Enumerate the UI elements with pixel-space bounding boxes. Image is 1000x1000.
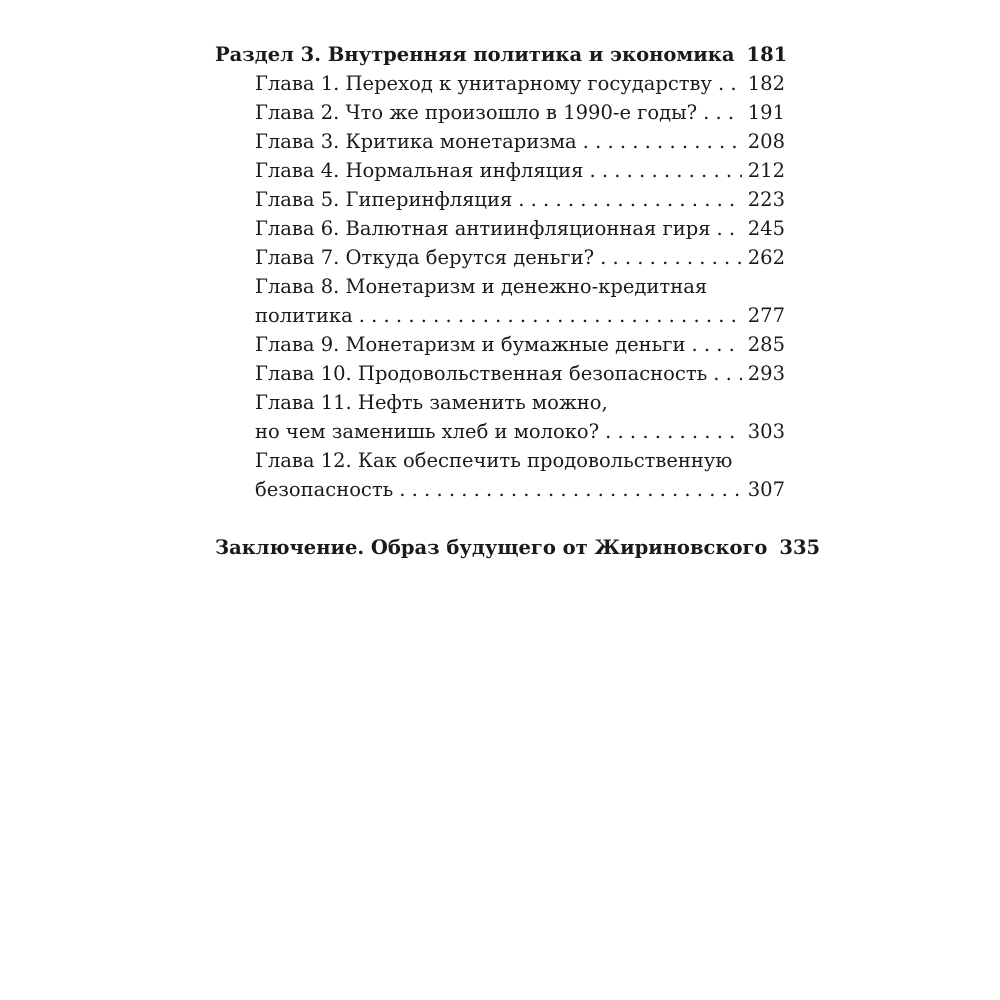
- toc-chapter-title: Глава 9. Монетаризм и бумажные деньги: [255, 333, 686, 356]
- toc-conclusion-title: Заключение. Образ будущего от Жириновского: [215, 536, 768, 559]
- toc-chapter-title: Глава 1. Переход к унитарному государству: [255, 72, 712, 95]
- toc-section-title: Раздел 3. Внутренняя политика и экономика: [215, 43, 735, 66]
- dot-leader: [703, 98, 742, 127]
- toc-chapter-entry[interactable]: [215, 98, 785, 127]
- toc-chapter-page: 182: [747, 72, 785, 95]
- dot-leader: [713, 359, 742, 388]
- toc-chapter-page: 293: [747, 362, 785, 385]
- toc-chapter-title: Глава 3. Критика монетаризма: [255, 130, 577, 153]
- toc-chapter-title: Глава 5. Гиперинфляция: [255, 188, 513, 211]
- toc-chapter-page: 303: [747, 420, 785, 443]
- toc-chapter-page: 285: [747, 333, 785, 356]
- toc-conclusion-page: 335: [779, 536, 821, 559]
- toc-chapter-page: 223: [747, 188, 785, 211]
- toc-chapter-page: 191: [747, 101, 785, 124]
- toc-chapter-entry-first-line[interactable]: [215, 272, 785, 301]
- toc-chapter-page: 208: [747, 130, 785, 153]
- dot-leader: [600, 243, 742, 272]
- table-of-contents: [215, 40, 821, 562]
- toc-chapter-page: 262: [747, 246, 785, 269]
- toc-chapter-entry-continuation[interactable]: [215, 417, 785, 446]
- dot-leader: [691, 330, 741, 359]
- toc-chapter-title: Глава 7. Откуда берутся деньги?: [255, 246, 595, 269]
- spacer: [215, 504, 785, 533]
- toc-section-entry[interactable]: [215, 40, 788, 69]
- toc-chapter-entry[interactable]: [215, 185, 785, 214]
- toc-chapter-title-continuation: но чем заменишь хлеб и молоко?: [255, 420, 600, 443]
- toc-chapter-page: 307: [747, 478, 785, 501]
- toc-chapter-entry-first-line[interactable]: [215, 446, 785, 475]
- dot-leader: [399, 475, 742, 504]
- toc-chapter-entry[interactable]: [215, 243, 785, 272]
- toc-chapter-entry[interactable]: [215, 214, 785, 243]
- toc-chapter-title: Глава 2. Что же произошло в 1990-е годы?: [255, 101, 698, 124]
- toc-chapter-entry-continuation[interactable]: [215, 301, 785, 330]
- toc-chapter-page: 245: [747, 217, 785, 240]
- toc-chapter-title: Глава 10. Продовольственная безопасность: [255, 362, 708, 385]
- toc-chapter-title: Глава 11. Нефть заменить можно,: [255, 391, 608, 414]
- toc-section-page: 181: [746, 43, 788, 66]
- dot-leader: [718, 69, 742, 98]
- dot-leader: [605, 417, 742, 446]
- toc-chapter-entry[interactable]: [215, 127, 785, 156]
- dot-leader: [717, 214, 742, 243]
- dot-leader: [359, 301, 742, 330]
- dot-leader: [589, 156, 741, 185]
- toc-chapter-page: 277: [747, 304, 785, 327]
- toc-chapter-title: Глава 8. Монетаризм и денежно-кредитная: [255, 275, 708, 298]
- toc-chapter-title: Глава 6. Валютная антиинфляционная гиря: [255, 217, 711, 240]
- toc-chapter-title-continuation: безопасность: [255, 478, 394, 501]
- toc-chapter-entry[interactable]: [215, 69, 785, 98]
- toc-chapter-entry-continuation[interactable]: [215, 475, 785, 504]
- toc-chapter-title-continuation: политика: [255, 304, 353, 327]
- toc-chapter-entry[interactable]: [215, 359, 785, 388]
- toc-chapter-entry-first-line[interactable]: [215, 388, 785, 417]
- dot-leader: [583, 127, 742, 156]
- toc-chapter-title: Глава 4. Нормальная инфляция: [255, 159, 584, 182]
- toc-chapter-title: Глава 12. Как обеспечить продовольственную: [255, 449, 733, 472]
- toc-conclusion-entry[interactable]: [215, 533, 821, 562]
- toc-chapter-entry[interactable]: [215, 330, 785, 359]
- toc-chapter-page: 212: [747, 159, 785, 182]
- toc-chapter-entry[interactable]: [215, 156, 785, 185]
- dot-leader: [518, 185, 742, 214]
